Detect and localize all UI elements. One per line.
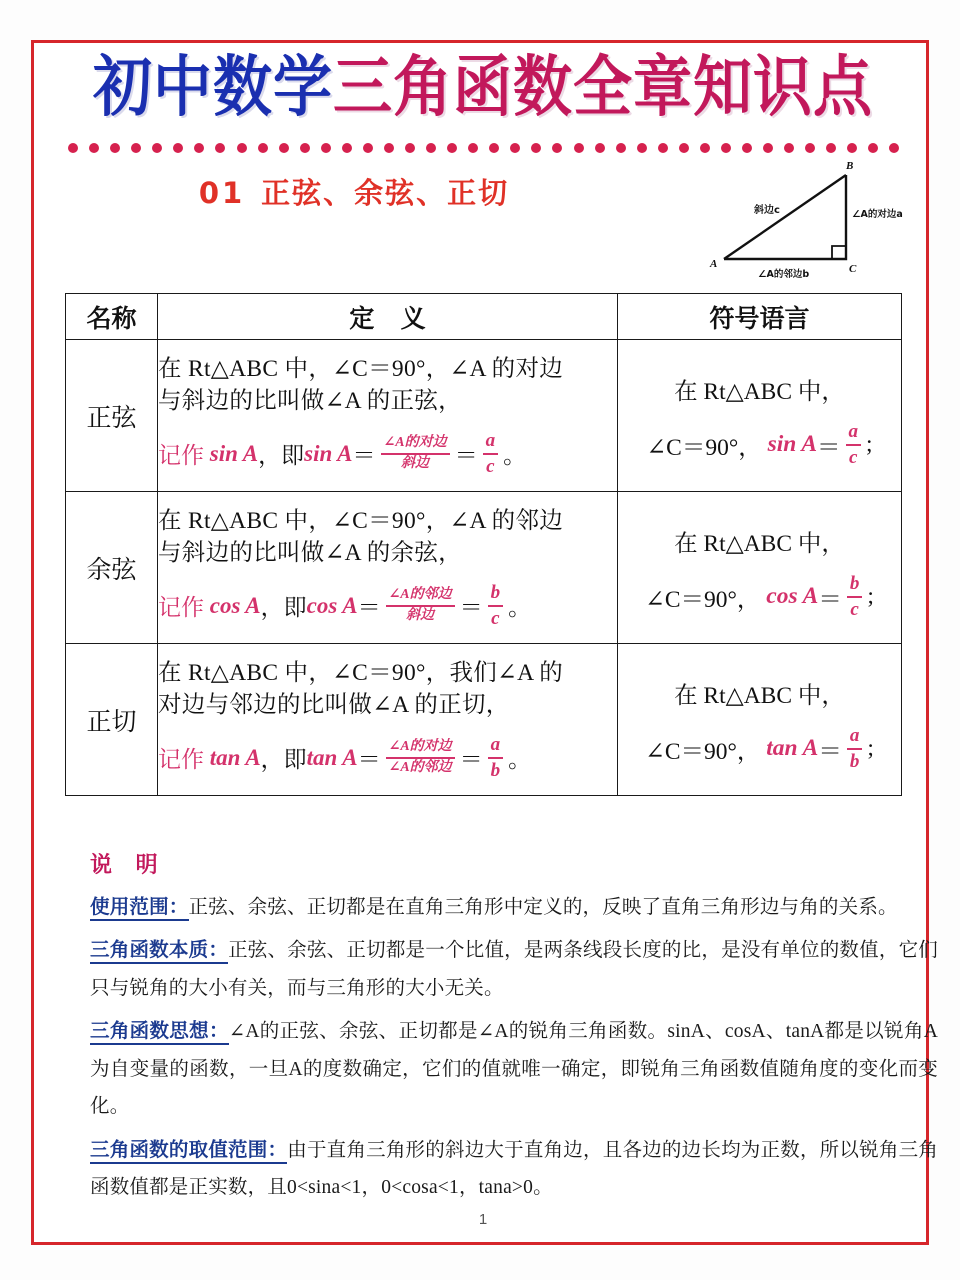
section-number: 01 xyxy=(198,176,246,210)
formula-mid: ，即 xyxy=(258,443,305,469)
definition-formula xyxy=(158,431,617,477)
symbol-end: ; xyxy=(866,431,873,457)
definition-line-1: 在 Rt△ABC 中，∠C＝90°，∠A 的对边 xyxy=(158,356,564,383)
table-header-row xyxy=(66,294,902,340)
note-keyword: 三角函数的取值范围： xyxy=(90,1140,287,1164)
symbol-fraction xyxy=(846,422,862,468)
row-name-sine: 正弦 xyxy=(66,340,158,492)
section-heading xyxy=(34,171,674,212)
symbol-line-2 xyxy=(618,574,901,620)
fraction-numerator-letter: b xyxy=(490,582,501,604)
symbol-func: sin A xyxy=(767,431,818,457)
formula-equals-1: ＝ xyxy=(352,443,376,469)
note-keyword: 三角函数思想： xyxy=(90,1021,229,1045)
definition-formula xyxy=(158,735,617,781)
formula-equals-2: ＝ xyxy=(459,595,483,621)
fraction-numerator-letter: a xyxy=(485,430,496,452)
note-item xyxy=(90,1132,938,1207)
formula-func-1: tan A xyxy=(209,744,261,770)
fraction-denominator-letter: c xyxy=(491,607,500,629)
formula-equals-1: ＝ xyxy=(357,595,381,621)
row-symbol-tangent xyxy=(618,644,902,796)
dotted-divider xyxy=(68,143,900,155)
note-text: ∠A的正弦、余弦、正切都是∠A的锐角三角函数。sinA、cosA、tanA都是以锐角A为自变量的函数，一旦A的度数确定，它们的值就唯一确定，即锐角三角函数值随角度的变化而变化。 xyxy=(90,1021,938,1118)
definition-line-2: 与斜边的比叫做∠A 的余弦， xyxy=(158,540,462,567)
title-part-blue: 初中数学 xyxy=(92,47,333,126)
diagram-label-opposite: ∠A的对边a xyxy=(852,209,903,220)
symbol-fraction xyxy=(847,574,863,620)
table-row xyxy=(66,644,902,796)
notes-heading: 说 明 xyxy=(90,853,166,878)
row-symbol-sine xyxy=(618,340,902,492)
formula-equals-2: ＝ xyxy=(454,443,478,469)
formula-end: 。 xyxy=(508,595,532,621)
formula-func-2: sin A xyxy=(304,440,353,466)
title-part-pink: 三角函数全章知识点 xyxy=(333,47,874,126)
formula-func-1: sin A xyxy=(209,440,259,466)
symbol-fraction xyxy=(847,726,863,772)
formula-equals-2: ＝ xyxy=(459,747,483,773)
symbol-fraction-denominator: c xyxy=(850,598,859,620)
definitions-table xyxy=(65,293,902,796)
right-triangle-diagram xyxy=(706,155,906,280)
symbol-equals: ＝ xyxy=(818,738,842,765)
symbol-equals: ＝ xyxy=(817,434,841,461)
formula-func-1: cos A xyxy=(209,592,261,618)
formula-prefix: 记作 xyxy=(158,595,204,621)
formula-end: 。 xyxy=(503,443,527,469)
row-name-cosine: 余弦 xyxy=(66,492,158,644)
formula-fraction-letters xyxy=(488,735,504,781)
fraction-numerator: ∠A的邻边 xyxy=(388,587,452,603)
document-title xyxy=(34,47,932,126)
symbol-fraction-numerator: a xyxy=(848,420,859,442)
notes-section xyxy=(90,848,938,1213)
definition-line-1: 在 Rt△ABC 中，∠C＝90°，∠A 的邻边 xyxy=(158,508,564,535)
formula-mid: ，即 xyxy=(260,747,307,773)
row-definition-cosine xyxy=(158,492,618,644)
note-text: 正弦、余弦、正切都是在直角三角形中定义的，反映了直角三角形边与角的关系。 xyxy=(188,897,898,918)
formula-fraction-letters xyxy=(483,431,499,477)
symbol-line-2 xyxy=(618,422,901,468)
formula-fraction-words xyxy=(381,436,450,471)
note-item xyxy=(90,889,938,926)
row-name-tangent: 正切 xyxy=(66,644,158,796)
symbol-fraction-denominator: c xyxy=(849,446,858,468)
fraction-numerator-letter: a xyxy=(490,734,501,756)
definition-line-1: 在 Rt△ABC 中，∠C＝90°，我们∠A 的 xyxy=(158,660,564,687)
formula-func-2: cos A xyxy=(306,592,358,618)
symbol-func: tan A xyxy=(766,735,819,761)
formula-fraction-words xyxy=(386,740,455,775)
symbol-line-2 xyxy=(618,726,901,772)
symbol-angle: ∠C＝90°， xyxy=(645,586,761,613)
row-definition-tangent xyxy=(158,644,618,796)
fraction-denominator-letter: c xyxy=(486,455,495,477)
symbol-fraction-numerator: a xyxy=(849,724,860,746)
formula-fraction-words xyxy=(386,588,455,623)
diagram-label-a: A xyxy=(710,258,718,270)
symbol-equals: ＝ xyxy=(818,586,842,613)
fraction-denominator: 斜边 xyxy=(401,455,430,471)
formula-end: 。 xyxy=(508,747,532,773)
diagram-label-b: B xyxy=(846,160,854,172)
diagram-label-hypotenuse: 斜边c xyxy=(754,205,780,216)
formula-prefix: 记作 xyxy=(158,747,204,773)
symbol-end: ; xyxy=(867,735,874,761)
symbol-angle: ∠C＝90°， xyxy=(646,434,762,461)
note-item xyxy=(90,1013,938,1125)
table-header-name: 名称 xyxy=(66,294,158,340)
section-title: 正弦、余弦、正切 xyxy=(261,176,510,210)
diagram-label-c: C xyxy=(849,263,857,275)
row-symbol-cosine xyxy=(618,492,902,644)
table-header-symbol: 符号语言 xyxy=(618,294,902,340)
fraction-numerator: ∠A的对边 xyxy=(388,739,452,755)
fraction-denominator-letter: b xyxy=(490,759,501,781)
note-keyword: 使用范围： xyxy=(90,897,189,921)
definition-line-2: 对边与邻边的比叫做∠A 的正切， xyxy=(158,692,510,719)
symbol-line-1: 在 Rt△ABC 中， xyxy=(674,530,845,557)
formula-func-2: tan A xyxy=(306,744,358,770)
definition-formula xyxy=(158,583,617,629)
fraction-denominator: ∠A的邻边 xyxy=(388,759,452,775)
symbol-end: ; xyxy=(867,583,874,609)
symbol-fraction-numerator: b xyxy=(849,572,860,594)
formula-equals-1: ＝ xyxy=(357,747,381,773)
table-row xyxy=(66,492,902,644)
formula-prefix: 记作 xyxy=(158,443,204,469)
note-text: 由于直角三角形的斜边大于直角边，且各边的边长均为正数，所以锐角三角函数值都是正实数，且0<sina<1，0<cosa<1，tana>0。 xyxy=(90,1139,938,1199)
page-number: 1 xyxy=(478,1211,488,1228)
note-item xyxy=(90,932,938,1007)
symbol-func: cos A xyxy=(766,583,819,609)
symbol-angle: ∠C＝90°， xyxy=(645,738,761,765)
symbol-line-1: 在 Rt△ABC 中， xyxy=(674,682,845,709)
note-text: 正弦、余弦、正切都是一个比值，是两条线段长度的比，是没有单位的数值，它们只与锐角的大小有关，而与三角形的大小无关。 xyxy=(90,940,939,999)
fraction-denominator: 斜边 xyxy=(406,607,435,623)
diagram-label-adjacent: ∠A的邻边b xyxy=(758,269,810,280)
formula-fraction-letters xyxy=(488,583,504,629)
table-row xyxy=(66,340,902,492)
formula-mid: ，即 xyxy=(260,595,307,621)
table-header-definition: 定 义 xyxy=(158,294,618,340)
symbol-fraction-denominator: b xyxy=(849,750,860,772)
page-frame xyxy=(31,40,939,1245)
definition-line-2: 与斜边的比叫做∠A 的正弦， xyxy=(158,388,462,415)
symbol-line-1: 在 Rt△ABC 中， xyxy=(674,378,845,405)
row-definition-sine xyxy=(158,340,618,492)
note-keyword: 三角函数本质： xyxy=(90,940,228,964)
fraction-numerator: ∠A的对边 xyxy=(383,435,447,451)
